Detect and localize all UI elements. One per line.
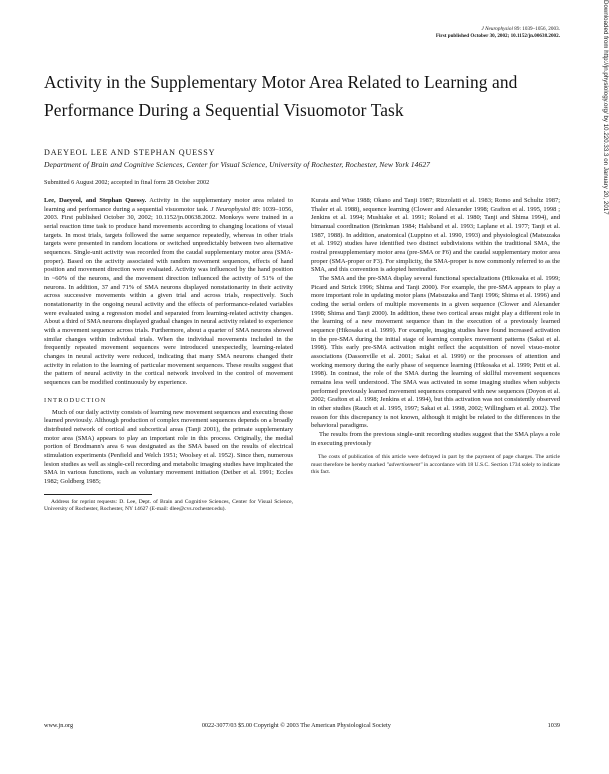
column-right [311,197,560,477]
masthead [40,26,560,41]
footnote-text-before: The costs of publication of this article were defrayed in part by the payment of page charges. The article must therefore be hereby marked [311,454,560,468]
abstract-body: Monkeys were trained in a serial reaction time task to produce hand movements according to changing locations of visual targets. In most trials, targets followed the same sequence repeatedly, whereas in other trials targets were presented in random locations or switched unpredictably between two alternative sequences. Single-unit activity was recorded from the caudal supplementary motor area (SMA-proper). Based on the activity associated with random movement sequences, effects of hand position and movement direction were evaluated. Activity was influenced by the hand position in ~60% of the neurons, and the movement direction influenced the activity of 51% of the neurons. In addition, 37 and 71% of SMA neurons displayed nonstationarity in their activity across successive movements within a given trial and across trials, respectively. Such nonstationarity in the ongoing neural activity and the effects of performance-related variables were evaluated using a regression model and separated from learning-related activity changes. About a third of SMA neurons displayed gradual changes in neural activity related to experience with a movement sequence across trials. Furthermore, about a quarter of SMA neurons showed similar changes within individual trials. When the individual movements included in the frequently repeated movement sequences were introduced unexpectedly, learning-related changes in neural activity were reduced, indicating that many SMA neurons changed their activity in relation to the learning of particular movement sequences. These results suggest that the pattern of neural activity in the cortical network involved in the control of movement sequences can be modified continuously by experience. [44,214,293,387]
journal-reference [40,26,560,33]
abstract-paragraph [44,197,293,388]
affiliation: Department of Brain and Cognitive Sciences, Center for Visual Science, University of Rochester, Rochester, New York 14627 [44,160,431,169]
abstract-citation-tail: 89: 1039–1056, 2003. First published October 30, 2002; 10.1152/jn.00638.2002. [44,205,293,222]
footnote-text-after: in accordance with 18 U.S.C. Section 1734 solely to indicate this fact. [311,461,561,476]
abstract [44,197,293,388]
footnote-advertisement-word: "advertisement" [386,461,423,468]
footnote-divider [44,494,152,495]
footnote-publication-costs [311,454,560,476]
author-list: DAEYEOL LEE AND STEPHAN QUESSY [44,148,216,157]
intro-paragraph-2: The SMA and the pre-SMA display several functional specializations (Hikosaka et al. 1999; Picard and Strick 1996; Shima and Tanji 2000). For example, the pre-SMA appears to play a more important role in updating motor plans (Matsuzaka and Tanji 1996; Shima et al. 1996) and coding the serial orders of multiple movements in a given sequence (Clower and Alexander 1998; Shima and Tanji 2000). In addition, these two cortical areas might play a different role in the learning of a new movement sequence than in the execution of a previously learned sequence (Hikosaka et al. 1999). For example, imaging studies have found increased activation in the pre-SMA during the initial stage of learning complex movement patterns (Sakai et al. 1998). This early pre-SMA activation might reflect the acquisition of novel visuo-motor associations (Dassonville et al. 2001; Sakai et al. 1999) or the processes of attention and working memory during the early phase of sequence learning (Hikosaka et al. 1999; Petit et al. 1998). In contrast, the role of the SMA during the learning of skillful movement sequences remains less well understood. The SMA was activated in some imaging studies when subjects performed previously learned movement sequences compared with new sequences (Doyon et al. 2002; Grafton et al. 1998; Jenkins et al. 1994), but this activation was not consistently observed in other studies (Rauch et al. 1995, 1997; Sakai et al. 1998, 2002; Willingham et al. 2002). The reason for this discrepancy is not known, although it might be related to the differences in the behavioral paradigms. [311,275,560,430]
journal-website[interactable]: www.jn.org [44,722,74,729]
abstract-byline: Lee, Daeyeol, and Stephan Quessy. [44,197,147,204]
page-footer [44,722,560,729]
footnote-publication-costs-text [311,454,560,476]
publication-doi-line: First published October 30, 2002; 10.1152/jn.00638.2002. [435,33,560,40]
abstract-journal-title: J Neurophysiol [210,205,251,213]
footnote-reprint-text: Address for reprint requests: D. Lee, Dept. of Brain and Cognitive Sciences, Center for Visual Science, University of Rochester, Rochester, NY 14627 (E-mail: dlee@cvs.rochester.edu). [44,498,293,513]
journal-volume-pages: 89: 1039–1056, 2003. [512,26,560,32]
footnote-reprint-address [44,499,293,514]
title-block [44,68,559,124]
copyright-line: 0022-3077/03 $5.00 Copyright © 2003 The American Physiological Society [201,722,391,729]
page-number: 1039 [547,722,560,729]
page-title: Activity in the Supplementary Motor Area Related to Learning and Performance During a Sequential Visuomotor Task [44,72,518,121]
intro-paragraph-3: The results from the previous single-unit recording studies suggest that the SMA plays a role in executing previously [311,431,560,447]
section-heading-introduction: INTRODUCTION [44,396,107,404]
intro-paragraph-1: Much of our daily activity consists of learning new movement sequences and executing those learned previously. Although production of complex movement sequences depends on a broadly distributed network of cortical and subcortical areas (Tanji 2001), the primate supplementary motor area (SMA) appears to play an important role in this process. Originally, the medial portion of Brodmann's area 6 was designated as the SMA based on the results of electrical stimulation experiments (Penfield and Welch 1951; Woolsey et al. 1952). Since then, numerous lesion studies as well as single-cell recording and metabolic imaging studies have implicated the SMA in various functions, such as voluntary movement initiation (Deiber et al. 1991; Eccles 1982; Goldberg 1985; [44,408,293,486]
intro-paragraph-1-continued: Kurata and Wise 1988; Okano and Tanji 1987; Rizzolatti et al. 1983; Romo and Schultz 1987; Thaler et al. 1988), sequence learning (Clower and Alexander 1998; Grafton et al. 1995, 1998 ; Jenkins et al. 1994; Mushiake et al. 1991; Roland et al. 1980; Tanji and Shima 1994), and bimanual coordination (Brinkman 1984; Halsband et al. 1993; Laplane et al. 1977; Tanji et al. 1987, 1988). In addition, anatomical (Luppino et al. 1990, 1993) and physiological (Matsuzaka et al. 1992) studies have identified two distinct subdivisions within the traditional SMA, the rostral presupplementary motor area (pre-SMA or F6) and the caudal supplementary motor area proper (SMA-proper or F3). For simplicity, the SMA-proper is now commonly referred to as the SMA, and this convention is adopted hereinafter. [311,197,560,274]
column-left [44,197,293,514]
submission-dates: Submitted 6 August 2002; accepted in final form 28 October 2002 [44,179,210,186]
download-stamp: Downloaded from http://jn.physiology.org/ by 10.220.33.3 on January 20, 2017 [602,0,609,215]
journal-title: J Neurophysiol [481,26,513,32]
abstract-citation-text: Activity in the supplementary motor area related to learning and performance during a sequential visuomotor task. [44,197,293,213]
